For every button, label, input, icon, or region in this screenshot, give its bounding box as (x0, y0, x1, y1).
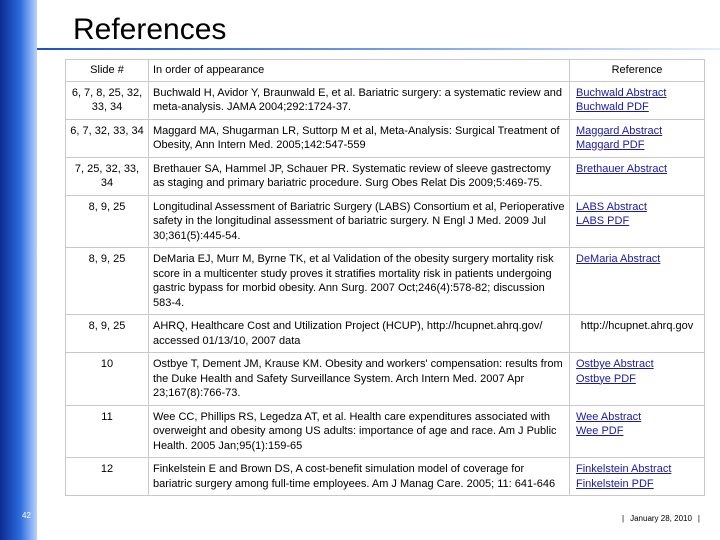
table-row (66, 315, 705, 353)
reference-links (570, 458, 705, 496)
footer-date: January 28, 2010 (630, 514, 692, 523)
citation-cell: Maggard MA, Shugarman LR, Suttorp M et al, Meta-Analysis: Surgical Treatment of Obesity, Ann Intern Med. 2005;142:547-559 (149, 119, 570, 157)
page-number: 42 (22, 511, 31, 520)
pdf-link[interactable]: Buchwald PDF (576, 101, 649, 113)
reference-links (570, 81, 705, 119)
abstract-link[interactable]: Wee Abstract (576, 410, 642, 423)
abstract-link[interactable]: LABS Abstract (576, 200, 647, 213)
pdf-link[interactable]: LABS PDF (576, 215, 630, 227)
slide-cell: 11 (66, 405, 149, 458)
header-order: In order of appearance (149, 60, 570, 82)
citation-cell: Ostbye T, Dement JM, Krause KM. Obesity and workers' compensation: results from the Duke Health and Safety Surveillance System. Arch Intern Med. 2007 Apr 23;167(8):766-73. (149, 353, 570, 406)
table-row (66, 248, 705, 315)
reference-links (570, 195, 705, 248)
abstract-link[interactable]: DeMaria Abstract (576, 253, 661, 265)
slide-cell: 8, 9, 25 (66, 195, 149, 248)
slide-cell: 8, 9, 25 (66, 248, 149, 315)
slide-cell: 6, 7, 8, 25, 32, 33, 34 (66, 81, 149, 119)
table-row (66, 195, 705, 248)
references-table (65, 59, 705, 496)
table-header-row (66, 60, 705, 82)
header-slide: Slide # (66, 60, 149, 82)
abstract-link[interactable]: Finkelstein Abstract (576, 463, 672, 475)
abstract-link[interactable]: Buchwald Abstract (576, 86, 667, 99)
pdf-link[interactable]: Finkelstein PDF (576, 477, 654, 490)
reference-links (570, 119, 705, 157)
header-reference: Reference (570, 60, 705, 82)
reference-links (570, 315, 705, 353)
pdf-link[interactable]: Ostbye PDF (576, 372, 636, 385)
citation-cell: Wee CC, Phillips RS, Legedza AT, et al. Health care expenditures associated with overweight and obesity among US adults: importance of age and race. Am J Public Health. 2005 Jan;95(1):159-65 (149, 405, 570, 458)
blue-sidebar (0, 0, 37, 540)
table-row (66, 458, 705, 496)
page-title: References (73, 13, 227, 46)
table-row (66, 405, 705, 458)
footer-separator: | (697, 514, 700, 523)
slide-cell: 8, 9, 25 (66, 315, 149, 353)
citation-cell: DeMaria EJ, Murr M, Byrne TK, et al Validation of the obesity surgery mortality risk score in a multicenter study proves it stratifies mortality risk in patients undergoing gastric bypass for morbid obesity. Ann Surg. 2007 Oct;246(4):578-82; discussion 583-4. (149, 248, 570, 315)
reference-links (570, 405, 705, 458)
pdf-link[interactable]: Wee PDF (576, 425, 624, 437)
citation-cell: Buchwald H, Avidor Y, Braunwald E, et al. Bariatric surgery: a systematic review and meta-analysis. JAMA 2004;292:1724-37. (149, 81, 570, 119)
citation-cell: AHRQ, Healthcare Cost and Utilization Project (HCUP), http://hcupnet.ahrq.gov/ accessed 01/13/10, 2007 data (149, 315, 570, 353)
reference-links (570, 157, 705, 195)
abstract-link[interactable]: Maggard Abstract (576, 124, 663, 137)
reference-url: http://hcupnet.ahrq.gov (580, 320, 694, 332)
table-row (66, 353, 705, 406)
abstract-link[interactable]: Ostbye Abstract (576, 358, 654, 370)
table-row (66, 119, 705, 157)
title-divider (37, 48, 720, 50)
slide-cell: 10 (66, 353, 149, 406)
citation-cell: Longitudinal Assessment of Bariatric Surgery (LABS) Consortium et al, Perioperative safety in the longitudinal assessment of bariatric surgery. N Engl J Med. 2009 Jul 30;361(5):445-54. (149, 195, 570, 248)
table-row (66, 81, 705, 119)
table-row (66, 157, 705, 195)
slide-cell: 12 (66, 458, 149, 496)
slide-cell: 6, 7, 32, 33, 34 (66, 119, 149, 157)
pdf-link[interactable]: Maggard PDF (576, 139, 645, 151)
reference-links (570, 353, 705, 406)
citation-cell: Brethauer SA, Hammel JP, Schauer PR. Systematic review of sleeve gastrectomy as staging and primary bariatric procedure. Surg Obes Relat Dis 2009;5:469-75. (149, 157, 570, 195)
abstract-link[interactable]: Brethauer Abstract (576, 162, 668, 175)
reference-links (570, 248, 705, 315)
footer (616, 514, 706, 523)
citation-cell: Finkelstein E and Brown DS, A cost-benefit simulation model of coverage for bariatric surgery among full-time employees. Am J Manag Care. 2005; 11: 641-646 (149, 458, 570, 496)
slide-cell: 7, 25, 32, 33, 34 (66, 157, 149, 195)
footer-separator: | (622, 514, 625, 523)
